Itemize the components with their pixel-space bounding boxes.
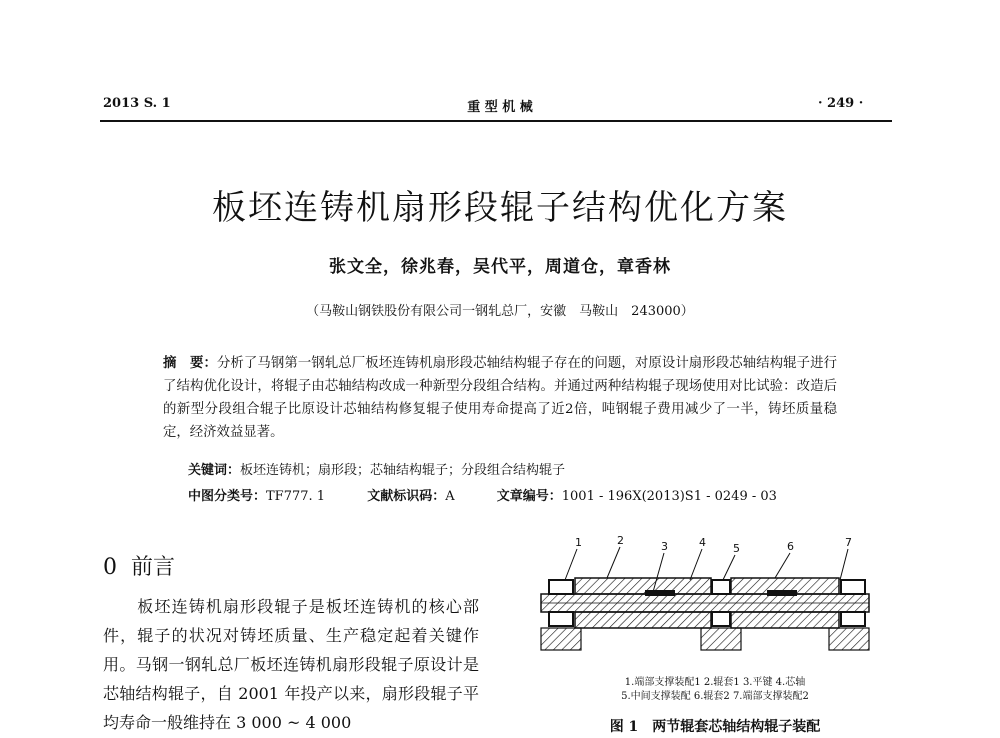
header-page-number: · 249 ·: [818, 96, 864, 111]
keywords-text: 板坯连铸机；扇形段；芯轴结构辊子；分段组合结构辊子: [240, 463, 566, 478]
header-rule: [100, 120, 892, 122]
doc-code-label: 文献标识码：: [367, 489, 446, 504]
fig-label-6: 6: [787, 540, 794, 553]
fig-label-1: 1: [575, 536, 582, 549]
author-list: 张文全，徐兆春，吴代平，周道仓，章香林: [329, 257, 671, 277]
fig-label-3: 3: [661, 540, 668, 553]
clc-label: 中图分类号：: [188, 489, 267, 504]
clc-value: TF777. 1: [266, 489, 326, 504]
section-body: 板坯连铸机扇形段辊子是板坯连铸机的核心部件，辊子的状况对铸坯质量、生产稳定起着关键作用。马钢一钢轧总厂板坯连铸机扇形段辊子原设计是芯轴结构辊子，自 2001 年投产以来，扇形段辊子平均寿命一般维持在 3 000 ~ 4 000: [103, 597, 479, 732]
article-number-value: 1001 - 196X(2013)S1 - 0249 - 03: [561, 489, 777, 504]
keywords-label: 关键词：: [188, 463, 241, 478]
keywords: [188, 459, 565, 478]
header-journal: 重 型 机 械: [467, 100, 533, 115]
fig-label-5: 5: [733, 542, 740, 555]
fig-label-2: 2: [617, 534, 624, 547]
article-number-label: 文章编号：: [496, 489, 562, 504]
abstract: [163, 352, 837, 444]
figure-caption: 图 1 两节辊套芯轴结构辊子装配: [609, 719, 821, 735]
section-number: 0: [103, 555, 117, 580]
figure-legend-2: 5.中间支撑装配 6.辊套2 7.端部支撑装配2: [621, 691, 809, 702]
affiliation: （马鞍山钢铁股份有限公司一钢轧总厂，安徽 马鞍山 243000）: [306, 304, 694, 319]
section-title: 前言: [131, 555, 176, 580]
fig-label-4: 4: [699, 536, 706, 549]
classification-line: [188, 485, 838, 504]
abstract-text: 分析了马钢第一钢轧总厂板坯连铸机扇形段芯轴结构辊子存在的问题，对原设计扇形段芯轴结构辊子进行了结构优化设计，将辊子由芯轴结构改成一种新型分段组合结构。并通过两种结构辊子现场使用对比试验：改造后的新型分段组合辊子比原设计芯轴结构修复辊子使用寿命提高了近2倍，吨钢辊子费用减少了一半，铸坯质量稳定，经济效益显著。: [163, 356, 838, 440]
doc-code-value: A: [445, 489, 455, 504]
section-heading: [103, 550, 175, 581]
fig-label-7: 7: [845, 536, 852, 549]
header-volume: 2013 S. 1: [103, 96, 171, 111]
abstract-label: 摘 要：: [163, 355, 217, 371]
figure-legend-1: 1.端部支撑装配1 2.辊套1 3.平键 4.芯轴: [624, 677, 806, 688]
roll-assembly-figure: [535, 532, 875, 672]
paper-title: 板坯连铸机扇形段辊子结构优化方案: [212, 188, 788, 228]
